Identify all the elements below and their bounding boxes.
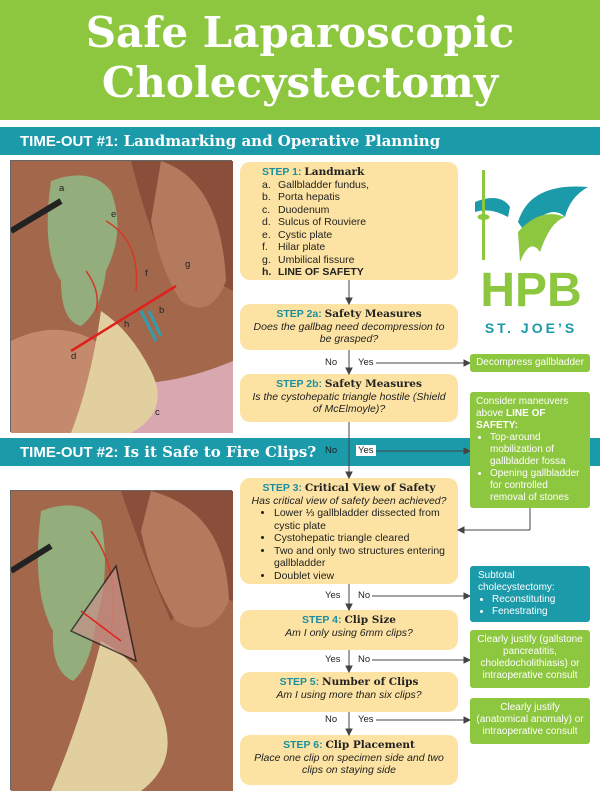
landmark-item: d. Sulcus of Rouviere — [262, 216, 367, 228]
step-3-title: Critical View of Safety — [304, 482, 436, 494]
step-4-title: Clip Size — [344, 614, 396, 626]
maneuvers-box — [470, 392, 590, 508]
no-label-4: No — [358, 654, 371, 665]
timeout-1-text: Landmarking and Operative Planning — [123, 132, 441, 150]
no-label-2a: No — [325, 357, 338, 368]
cvs-item: • Cystohepatic triangle cleared — [274, 532, 450, 545]
landmark-item: f. Hilar plate — [262, 241, 326, 253]
step-3-label: STEP 3: — [262, 482, 302, 494]
step-4-question: Am I only using 6mm clips? — [285, 626, 413, 639]
label-a: a — [59, 183, 65, 194]
cvs-item: • Lower ⅓ gallbladder dissected from cystic plate — [274, 507, 450, 532]
subtotal-item: • Reconstituting — [492, 594, 582, 606]
landmark-item: g. Umbilical fissure — [262, 253, 355, 266]
step-1-label: STEP 1: — [262, 166, 302, 178]
subtotal-item: • Fenestrating — [492, 606, 582, 618]
logo-sub-text: ST. JOE’S — [484, 320, 578, 336]
cvs-item: • Doublet view — [274, 570, 450, 583]
subtotal-title: Subtotal cholecystectomy: — [478, 570, 555, 593]
label-b: b — [159, 305, 165, 316]
step-5-label: STEP 5: — [279, 676, 320, 688]
yes-label-5: Yes — [358, 714, 374, 725]
step-5-question: Am I using more than six clips? — [276, 688, 422, 701]
landmark-item: e. Cystic plate — [262, 228, 333, 241]
maneuvers-list — [476, 432, 584, 504]
yes-label-3: Yes — [325, 590, 341, 601]
timeout-1-number: TIME-OUT #1: — [20, 133, 119, 150]
maneuver-item: • Top-around mobilization of gallbladder fossa — [490, 432, 584, 468]
label-h: h — [124, 319, 130, 330]
step-2a-title: Safety Measures — [324, 308, 422, 320]
yes-label-2b: Yes — [358, 445, 374, 456]
maneuver-item: • Opening gallbladder for controlled removal of stones — [490, 468, 584, 504]
timeout-2-number: TIME-OUT #2: — [20, 444, 119, 461]
step-3-question: Has critical view of safety been achieved? — [251, 494, 447, 507]
landmark-item: b. Porta hepatis — [262, 191, 340, 203]
step-2a-label: STEP 2a: — [276, 308, 322, 320]
subtotal-box — [470, 566, 590, 622]
step-1-title: Landmark — [304, 166, 365, 178]
label-g: g — [185, 259, 191, 270]
decompress-box: Decompress gallbladder — [470, 354, 590, 372]
yes-label-4: Yes — [325, 654, 341, 665]
step-5-title: Number of Clips — [322, 676, 419, 688]
step-6-question: Place one clip on specimen side and two clips on staying side — [254, 751, 444, 776]
cvs-item: • Two and only two structures entering gallbladder — [274, 545, 450, 570]
logo-main-text: HPB — [480, 264, 582, 317]
step-2b-label: STEP 2b: — [276, 378, 322, 390]
justify-2-box: Clearly justify (anatomical anomaly) or intraoperative consult — [470, 698, 590, 744]
label-c: c — [155, 407, 160, 418]
yes-label-2a: Yes — [358, 357, 374, 368]
label-f: f — [145, 268, 148, 279]
label-d: d — [71, 351, 77, 362]
no-label-5: No — [325, 714, 338, 725]
maneuvers-bold: LINE OF SAFETY: — [476, 408, 546, 431]
step-6-label: STEP 6: — [283, 739, 323, 751]
step-2b-title: Safety Measures — [324, 378, 422, 390]
maneuvers-intro: Consider maneuvers above — [476, 396, 569, 419]
no-label-2b: No — [325, 445, 338, 456]
subtotal-list — [478, 594, 582, 618]
landmark-item: h. LINE OF SAFETY — [262, 266, 364, 278]
step-6-title: Clip Placement — [325, 739, 415, 751]
label-e: e — [111, 209, 117, 220]
step-2a-question: Does the gallbag need decompression to be grasped? — [253, 320, 445, 345]
no-label-3: No — [358, 590, 371, 601]
title-line-2: Cholecystectomy — [101, 58, 499, 107]
justify-1-box: Clearly justify (gallstone pancreatitis, choledocholithiasis) or intraoperative consult — [470, 630, 590, 688]
step-2b-question: Is the cystohepatic triangle hostile (Shield of McElmoyle)? — [252, 390, 446, 415]
timeout-2-text: Is it Safe to Fire Clips? — [123, 443, 317, 461]
step-4-label: STEP 4: — [302, 614, 342, 626]
landmark-item: a. Gallbladder fundus, — [262, 178, 370, 191]
landmark-item: c. Duodenum — [262, 203, 330, 216]
title-line-1: Safe Laparoscopic — [85, 8, 515, 57]
